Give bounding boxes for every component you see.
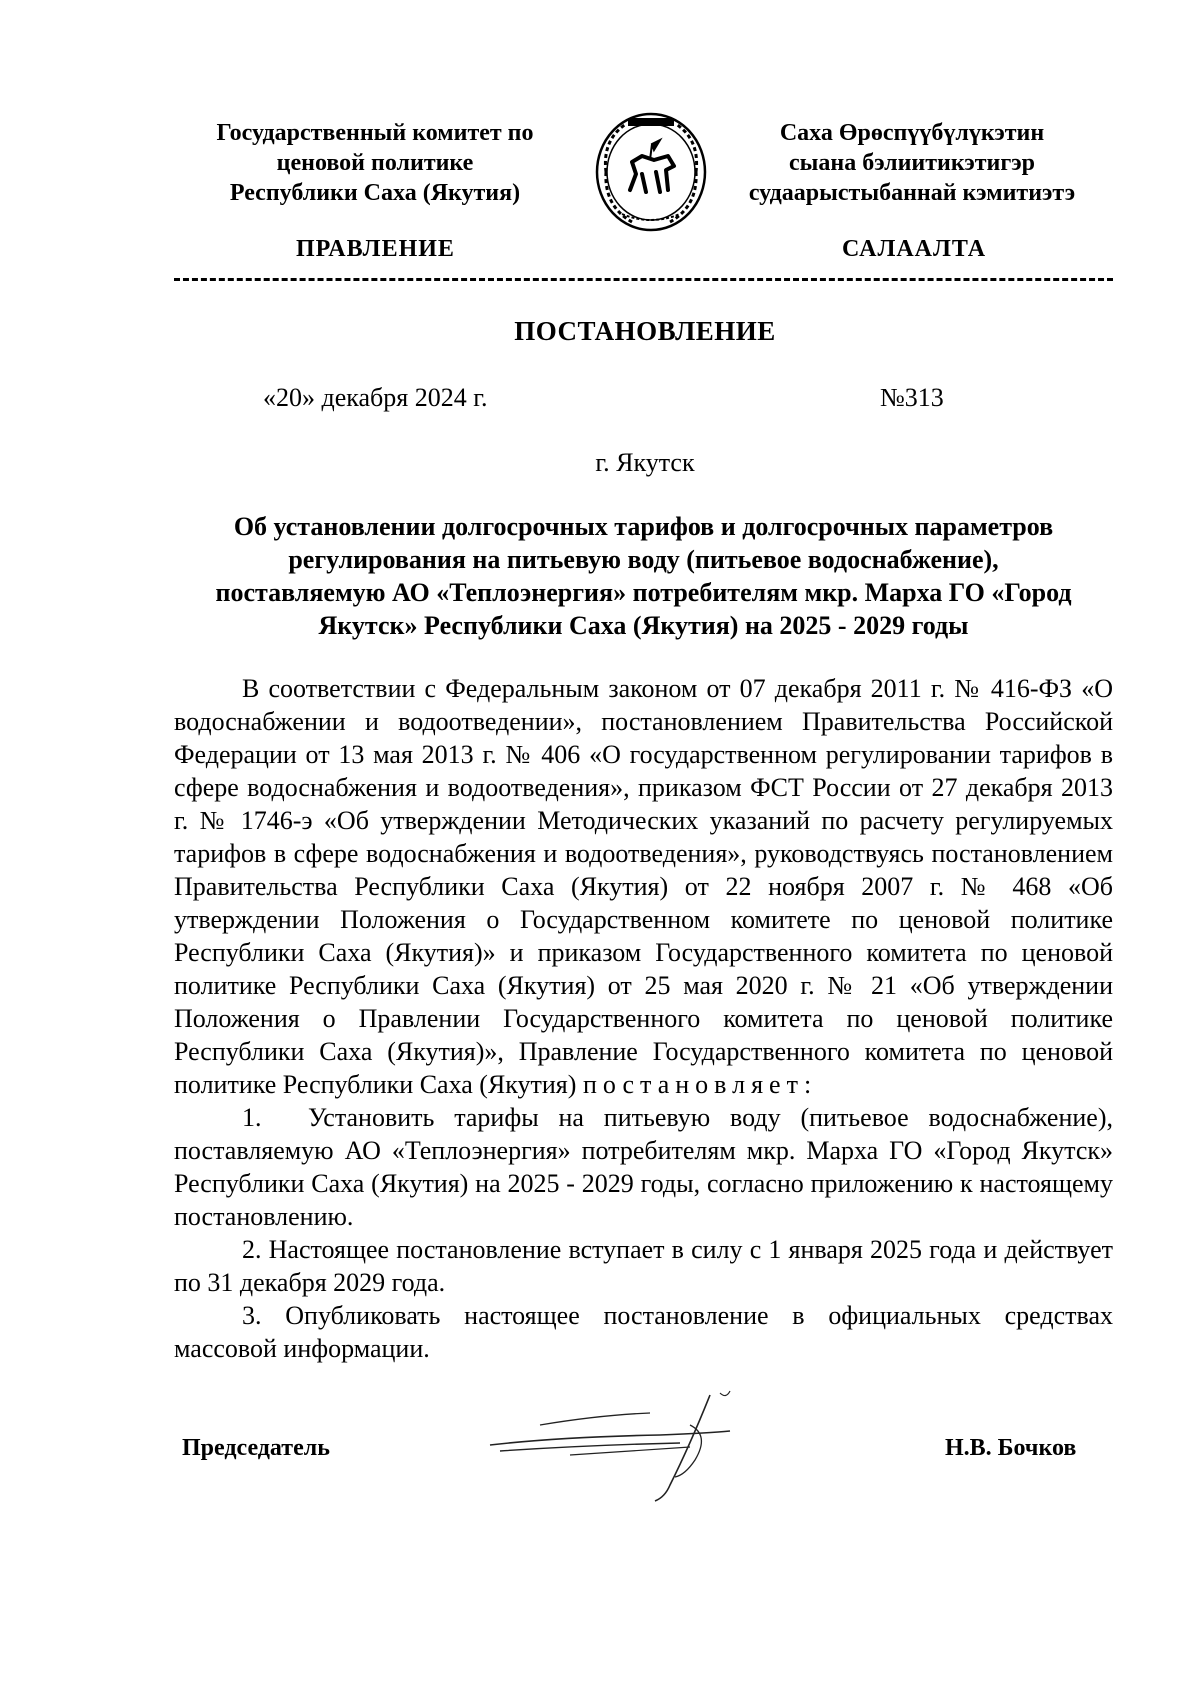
title-line: регулирования на питьевую воду (питьевое водоснабжение), [288,545,999,574]
coat-of-arms-icon [592,110,710,234]
document-date: «20» декабря 2024 г. [263,383,488,412]
document-body [174,672,1113,1365]
decides-word: постановляет: [582,1070,818,1099]
handwritten-signature-icon [480,1385,800,1505]
document-number: №313 [880,383,944,412]
document-type: ПОСТАНОВЛЕНИЕ [514,316,776,346]
preamble-paragraph [174,672,1113,1101]
board-label-sah: САЛААЛТА [842,236,987,262]
header-right-line: судаарыстыбаннай кэмитиэтэ [748,180,1076,206]
board-label-ru: ПРАВЛЕНИЕ [296,236,455,262]
header-right-line: сыана бэлиитикэтигэр [788,150,1035,176]
header-organization-sah [712,118,1112,208]
header-divider [174,278,1113,281]
header-organization-ru [180,118,570,208]
preamble-text: В соответствии с Федеральным законом от 07 декабря 2011 г. № 416-ФЗ «О водоснабжении и водоотведении», постановлением Правительства Российской Федерации от 13 мая 2013 г. № 406 «О государственном регулировании тарифов в сфере водоснабжения и водоотведения», приказом ФСТ России от 27 декабря 2013 г. № 1746-э «Об утверждении Методических указаний по расчету регулируемых тарифов в сфере водоснабжения и водоотведения», руководствуясь постановлением Правительства Республики Саха (Якутия) от 22 ноября 2007 г. № 468 «Об утверждении Положения о Государственном комитете по ценовой политике Республики Саха (Якутия)» и приказом Государственного комитета по ценовой политике Республики Саха (Якутия) от 25 мая 2020 г. № 21 «Об утверждении Положения о Правлении Государственного комитета по ценовой политике Республики Саха (Якутия)», Правление Государственного комитета по ценовой политике Республики Саха (Якутия) [174,674,1113,1099]
item-1-text: Установить тарифы на питьевую воду (питьевое водоснабжение), поставляемую АО «Теплоэнергия» потребителям мкр. Марха ГО «Город Якутск» Республики Саха (Якутия) на 2025 - 2029 годы, согласно приложению к настоящему постановлению. [174,1103,1113,1231]
header-left-line: ценовой политике [276,150,474,176]
header-left-line: Государственный комитет по [216,120,534,146]
title-line: поставляемую АО «Теплоэнергия» потребителям мкр. Марха ГО «Город [215,578,1072,607]
item-1-number: 1. [242,1103,262,1132]
document-city: г. Якутск [595,448,695,477]
title-line: Якутск» Республики Саха (Якутия) на 2025 - 2029 годы [318,611,969,640]
signatory-name: Н.В. Бочков [945,1435,1077,1461]
header-left-line: Республики Саха (Якутия) [229,180,521,206]
signatory-position: Председатель [182,1435,330,1461]
item-3: 3. Опубликовать настоящее постановление в официальных средствах массовой информации. [174,1301,1113,1363]
item-1 [174,1101,1113,1233]
header-right-line: Саха Өрөспүүбүлүкэтин [779,120,1045,146]
title-line: Об установлении долгосрочных тарифов и долгосрочных параметров [233,512,1054,541]
item-2: 2. Настоящее постановление вступает в силу с 1 января 2025 года и действует по 31 декабря 2029 года. [174,1235,1113,1297]
document-title [174,510,1113,642]
